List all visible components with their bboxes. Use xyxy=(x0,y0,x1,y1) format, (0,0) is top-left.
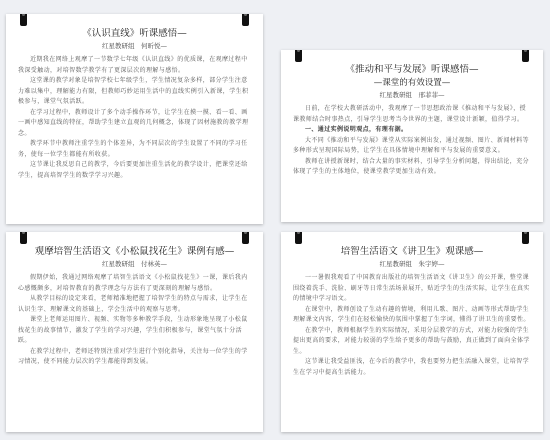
article-page-left-bottom xyxy=(6,232,263,432)
article-body xyxy=(281,273,543,378)
binder-clip-icon xyxy=(20,232,27,244)
binder-clip-icon xyxy=(295,232,302,244)
binder-clip-icon xyxy=(242,14,249,26)
paragraph: 大不同《推动和平与发展》课堂从实际案例出发，通过视频、图片、新闻材料等多种形式呈现国际局势，让学生在具体情境中理解和平与发展的重要意义。 xyxy=(293,136,530,154)
article-body xyxy=(6,273,263,368)
section-heading: 一、通过实例说明观点，有理有据。 xyxy=(305,126,408,133)
paragraph: 近期我在网络上观摩了一节数学七年级《认识直线》的优质课，在观摩过程中我深受触动，对培智数学教学有了更深层次的理解与感悟。 xyxy=(18,56,248,74)
paragraph: 在教学中，教师根据学生的实际情况，采用分层教学的方式，对能力较强的学生提出更高的要求，对能力较弱的学生给予更多的帮助与鼓励，真正做到了面向全体学生。 xyxy=(293,326,530,355)
paragraph: 这堂课的教学对象是培智学校七年级学生，学生情况复杂多样，部分学生注意力难以集中，理解能力有限，但教师巧妙运用生活中的直线实例引入新课，学生积极参与，课堂气氛活跃。 xyxy=(18,77,249,105)
paragraph: 这节课让我受益匪浅，在今后的教学中，我也要努力把生活融入课堂，让培智学生在学习中提高生活能力。 xyxy=(293,358,530,376)
article-page-right-top xyxy=(281,50,543,222)
article-author: 红星教研组 付林英— xyxy=(102,260,167,268)
article-title: 《认识直线》听课感悟— xyxy=(82,28,187,39)
paragraph: 一一暑假我观看了中国教育出版社的培智生活语文《讲卫生》的公开课，整堂课围绕着洗手、洗脸、刷牙等日常生活场景展开，贴近学生的生活实际，让学生在真实的情境中学习语文。 xyxy=(293,274,530,302)
paragraph: 教学环节中教师注重学生的个体差异，为不同层次的学生设置了不同的学习任务，使每一位学生都能有所收获。 xyxy=(18,140,248,158)
paragraph: 假期伊始，我通过网络观摩了培智生活语文《小松鼠找花生》一课，课后我内心感慨颇多，对培智教育的教学理念与方法有了更深刻的理解与感悟。 xyxy=(18,274,248,292)
paragraph: 在学习过程中，教师设计了多个动手操作环节，让学生在摸一摸、看一看、画一画中感知直线的特征，帮助学生建立直观的几何概念，体现了因材施教的教学理念。 xyxy=(18,108,249,137)
paragraph: 在教学过程中，老师还特别注重对学生进行个别化指导，关注每一位学生的学习情况，使不同能力层次的学生都能得到发展。 xyxy=(18,347,248,365)
binder-clip-icon xyxy=(295,50,302,62)
article-subtitle: —课堂的有效设置— xyxy=(373,78,451,88)
binder-clip-icon xyxy=(522,232,529,244)
article-title: 培智生活语文《讲卫生》观课感— xyxy=(340,246,484,257)
article-author: 红星教研组 朱宇婷— xyxy=(379,260,445,268)
binder-clip-icon xyxy=(20,14,27,26)
binder-clip-icon xyxy=(522,50,529,62)
paragraph: 教师在讲授新课时，结合大量的事实材料，引导学生分析问题，得出结论，充分体现了学生的主体地位，使课堂教学更加生动有效。 xyxy=(293,157,530,175)
article-author: 红星教研组 邢菲菲— xyxy=(379,91,445,99)
paragraph: 日前，在学校大教研活动中，我观摩了一节思想政治课《推动和平与发展》，授课教师结合时事热点，引导学生思考当今世界的主题，课堂设计新颖，值得学习。 xyxy=(293,105,527,123)
paragraph: 课堂上老师运用图片、视频、实物等多种教学手段，生动形象地呈现了小松鼠找花生的故事情节，激发了学生的学习兴趣，学生们积极参与，课堂气氛十分活跃。 xyxy=(18,316,248,344)
binder-clip-icon xyxy=(242,232,249,244)
article-author: 红星教研组 何昕悦— xyxy=(102,42,167,50)
paragraph: 从教学目标的设定来看，老师精准地把握了培智学生的特点与需求，让学生在认识生字、理解课文的基础上，学会生活中的观察与思考。 xyxy=(18,295,248,313)
article-page-right-bottom xyxy=(281,232,543,432)
paragraph: 在课堂中，教师创设了生动有趣的情境，利用儿歌、图片、动画等形式帮助学生理解课文内容，学生们在轻松愉快的氛围中掌握了生字词，懂得了讲卫生的重要性。 xyxy=(293,305,530,323)
article-title: 观摩培智生活语文《小松鼠找花生》课例有感— xyxy=(34,246,235,257)
article-body xyxy=(281,104,543,178)
article-title: 《推动和平与发展》听课感悟— xyxy=(345,64,479,75)
article-body xyxy=(6,55,263,181)
article-page-left-top xyxy=(6,14,263,224)
paragraph: 这节课让我反思自己的教学，今后要更加注重生活化的教学设计，把课堂还给学生，提高培智学生的数学学习兴趣。 xyxy=(18,161,248,179)
